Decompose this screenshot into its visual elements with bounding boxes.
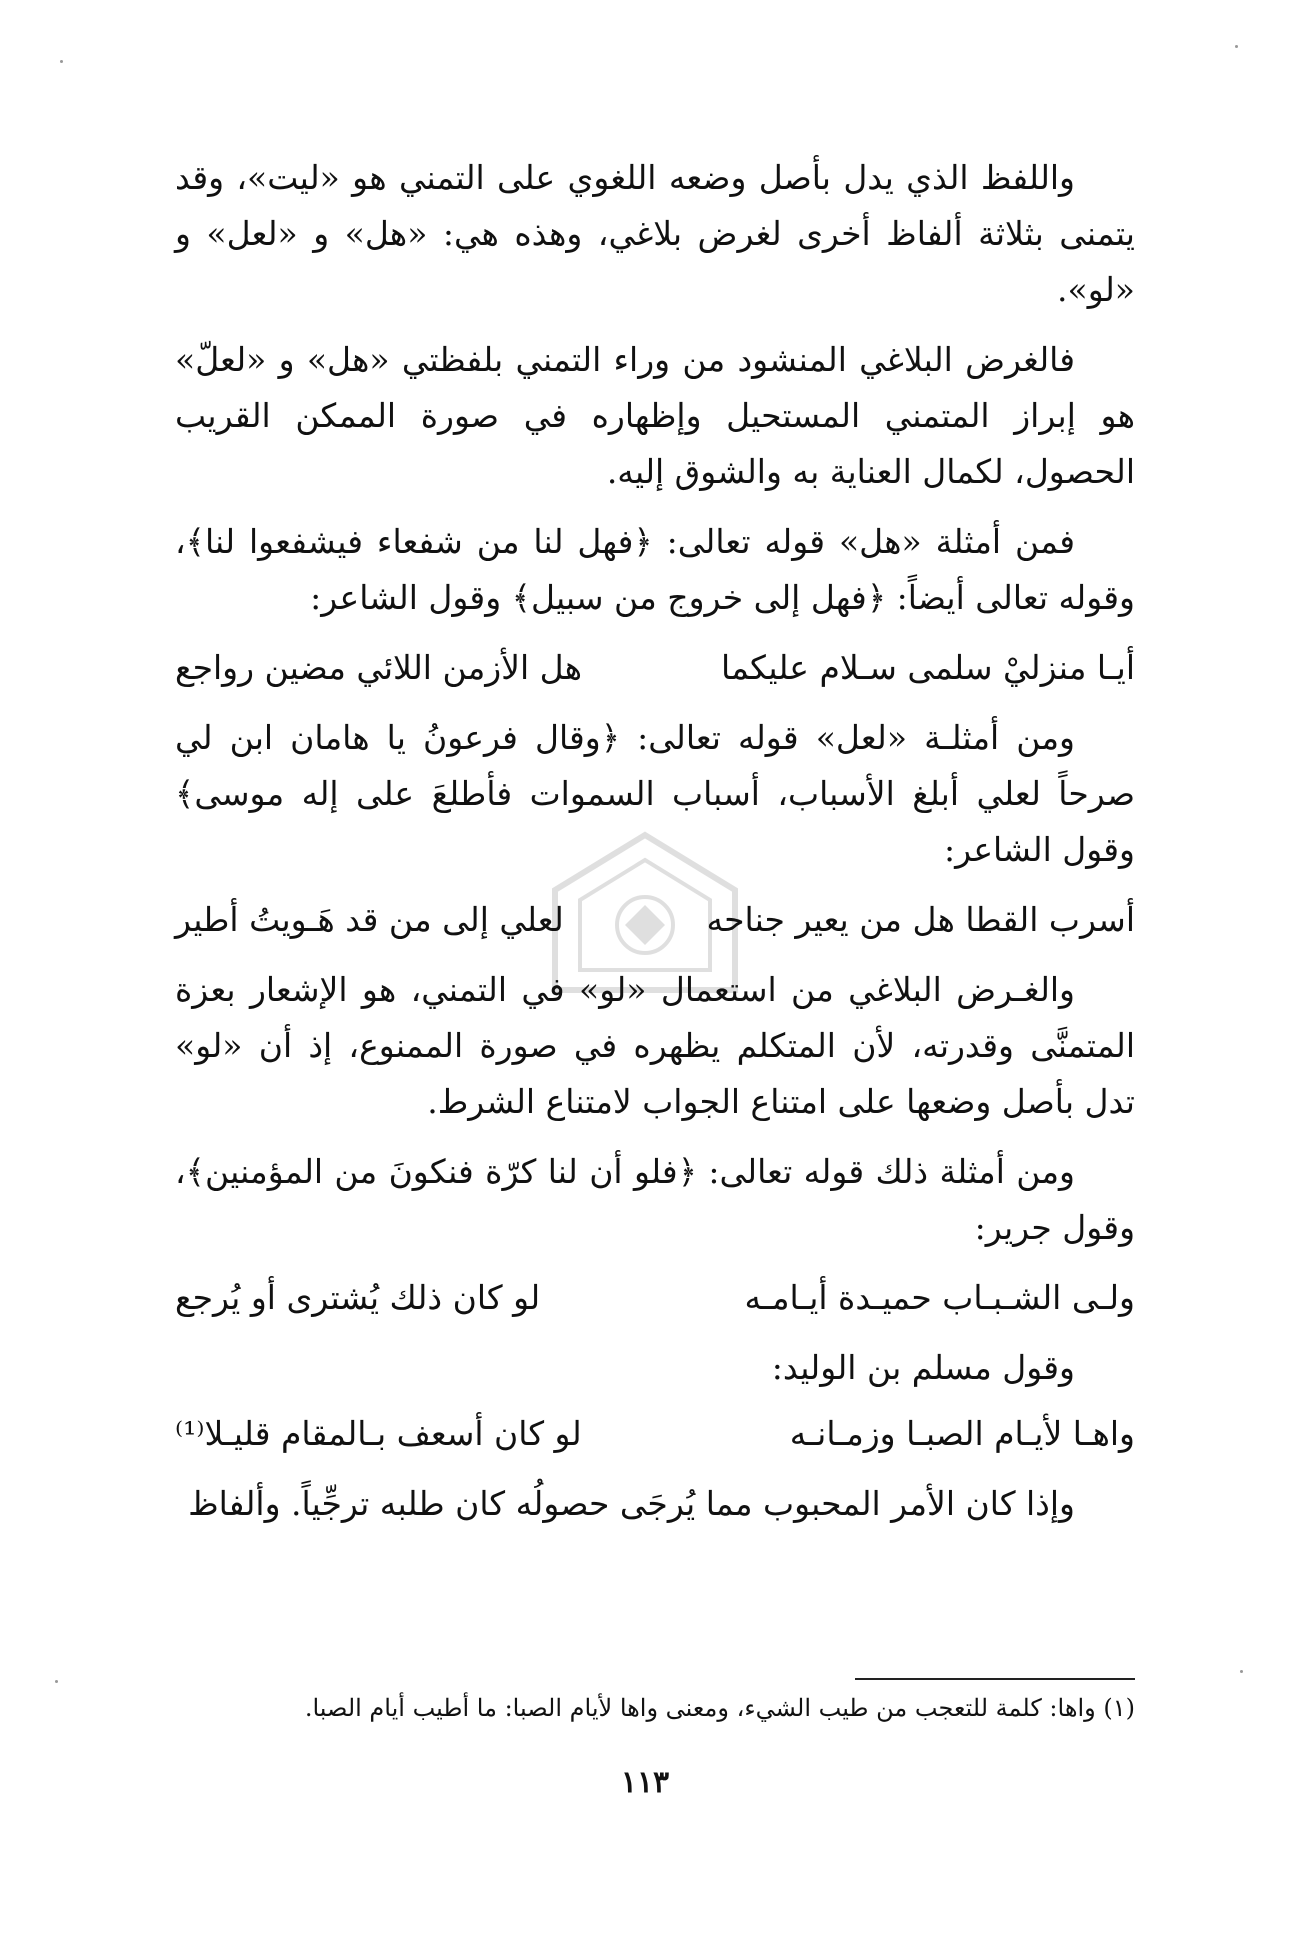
paragraph-5: والغـرض البلاغي من استعمال «لو» في التمني، هو الإشعار بعزة المتمنَّى وقدرته، لأن المتكلم يظهره في صورة الممنوع، إذ أن «لو» تدل بأصل وضعها على امتناع الجواب لامتناع الشرط.: [175, 970, 1135, 1121]
scan-speck: [55, 1680, 58, 1683]
verse-1-first-hemistich: أيـا منزليْ سلمى سـلام عليكما: [721, 648, 1135, 687]
verse-4-second-hemistich: لو كان أسعف بـالمقام قليـلا⁽¹⁾: [175, 1414, 582, 1453]
verse-2: [175, 892, 1135, 948]
verse-4: [175, 1406, 1135, 1462]
main-text: [175, 150, 1135, 1546]
paragraph-4: ومن أمثلـة «لعل» قوله تعالى: ﴿وقال فرعونُ يا هامان ابن لي صرحاً لعلي أبلغ الأسباب، أسباب السموات فأطلعَ على إله موسى﴾ وقول الشاعر:: [175, 718, 1135, 869]
scan-speck: [60, 60, 63, 63]
verse-3: [175, 1270, 1135, 1326]
verse-1-second-hemistich: هل الأزمن اللائي مضين رواجع: [175, 648, 583, 687]
paragraph-6: ومن أمثلة ذلك قوله تعالى: ﴿فلو أن لنا كرّة فنكونَ من المؤمنين﴾، وقول جرير:: [175, 1152, 1135, 1247]
verse-2-first-hemistich: أسرب القطا هل من يعير جناحه: [706, 900, 1135, 939]
paragraph-1: واللفظ الذي يدل بأصل وضعه اللغوي على التمني هو «ليت»، وقد يتمنى بثلاثة ألفاظ أخرى لغرض بلاغي، وهذه هي: «هل» و «لعل» و «لو».: [175, 158, 1135, 309]
verse-2-second-hemistich: لعلي إلى من قد هَـويتُ أطير: [175, 900, 564, 939]
footnote-divider: [855, 1678, 1135, 1680]
verse-1: [175, 640, 1135, 696]
paragraph-3: فمن أمثلة «هل» قوله تعالى: ﴿فهل لنا من شفعاء فيشفعوا لنا﴾، وقوله تعالى أيضاً: ﴿فهل إلى خروج من سبيل﴾ وقول الشاعر:: [175, 522, 1135, 617]
verse-3-second-hemistich: لو كان ذلك يُشترى أو يُرجع: [175, 1278, 541, 1317]
paragraph-2: فالغرض البلاغي المنشود من وراء التمني بلفظتي «هل» و «لعلّ» هو إبراز المتمني المستحيل وإظهاره في صورة الممكن القريب الحصول، لكمال العناية به والشوق إليه.: [175, 340, 1135, 491]
footnote: (١) واها: كلمة للتعجب من طيب الشيء، ومعنى واها لأيام الصبا: ما أطيب أيام الصبا.: [304, 1694, 1135, 1722]
scan-speck: [1240, 1670, 1243, 1673]
verse-4-first-hemistich: واهـا لأيـام الصبـا وزمـانـه: [789, 1414, 1135, 1453]
verse-3-first-hemistich: ولـى الشـبـاب حميـدة أيـامـه: [744, 1278, 1135, 1317]
scan-speck: [1235, 45, 1238, 48]
page-number: ١١٣: [620, 1765, 670, 1800]
verse-4-intro: وقول مسلم بن الوليد:: [771, 1348, 1075, 1387]
paragraph-7: وإذا كان الأمر المحبوب مما يُرجَى حصولُه كان طلبه ترجِّياً. وألفاظ: [188, 1484, 1075, 1523]
